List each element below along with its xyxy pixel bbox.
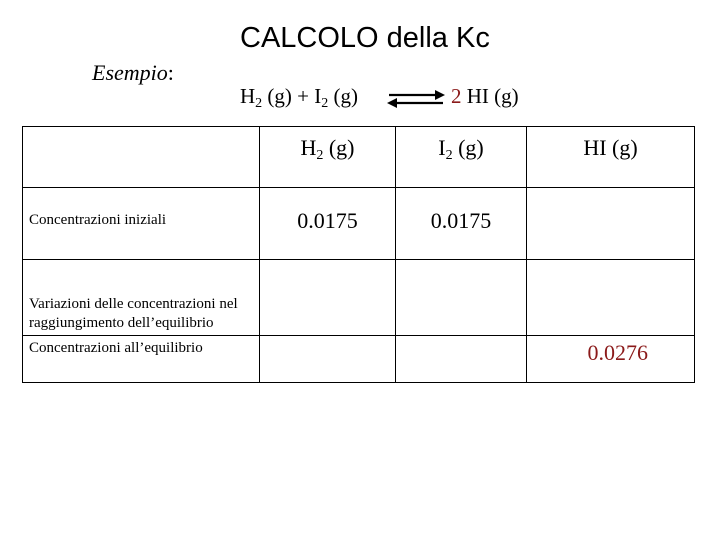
table-corner-cell [23,127,260,188]
reactant-i-subscript: 2 [321,96,329,111]
header-h2-state: (g) [323,135,355,160]
equilibrium-hi-value: 0.0276 [527,336,695,383]
page-title: CALCOLO della Kc [240,22,490,54]
row-label-change: Variazioni delle concentrazioni nel raggiungimento dell’equilibrio [23,260,260,336]
header-hi [527,127,695,188]
example-label-text: Esempio [92,60,168,85]
reaction-reactants [240,84,358,112]
equilibrium-h2-value [260,336,396,383]
equilibrium-i2-value [396,336,527,383]
reactant-h: H [240,84,256,108]
initial-h2-value: 0.0175 [260,188,396,260]
change-hi-value [527,260,695,336]
header-i2 [396,127,527,188]
initial-hi-value [527,188,695,260]
equilibrium-arrows-icon [385,88,447,110]
product-formula: HI (g) [461,84,519,108]
reactant-i-state: (g) [328,84,358,108]
table-row [23,336,695,383]
example-label [92,60,174,86]
header-h2-subscript: 2 [316,148,324,163]
row-label-equilibrium: Concentrazioni all’equilibrio [23,336,260,383]
header-i2-state: (g) [452,135,484,160]
change-i2-value [396,260,527,336]
ice-table [22,126,695,383]
header-h2 [260,127,396,188]
table-row [23,188,695,260]
header-hi-main: HI (g) [583,135,638,160]
initial-i2-value: 0.0175 [396,188,527,260]
header-i2-main: I [438,135,446,160]
reactant-h-state: (g) + I [262,84,322,108]
header-h2-main: H [300,135,317,160]
table-row [23,260,695,336]
table-header-row [23,127,695,188]
row-label-initial: Concentrazioni iniziali [23,188,260,260]
reaction-product [451,84,519,109]
example-colon: : [167,60,174,85]
change-h2-value [260,260,396,336]
product-coefficient: 2 [451,84,462,108]
reactant-h-subscript: 2 [255,96,263,111]
header-i2-subscript: 2 [445,148,453,163]
